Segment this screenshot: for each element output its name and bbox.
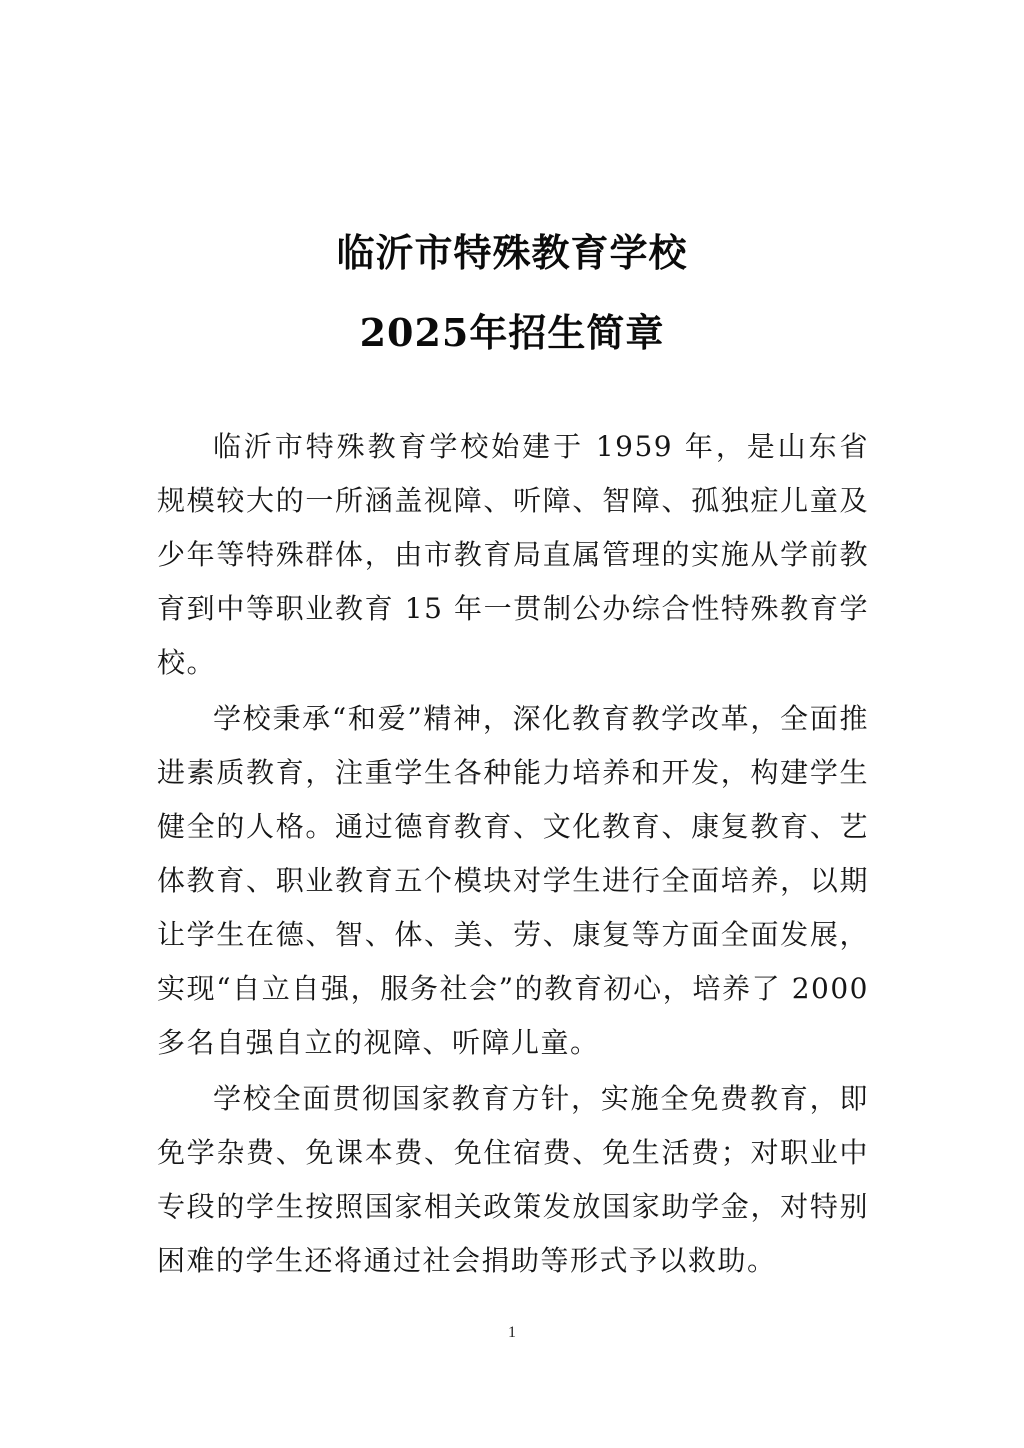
document-body [157, 420, 869, 1290]
page-number: 1 [508, 1324, 516, 1341]
paragraph-intro: 临沂市特殊教育学校始建于 1959 年，是山东省规模较大的一所涵盖视障、听障、智障、孤独症儿童及少年等特殊群体，由市教育局直属管理的实施从学前教育到中等职业教育 15 年一贯制公办综合性特殊教育学校。 [157, 430, 869, 679]
document-subtitle: 2025年招生简章 [359, 310, 665, 355]
paragraph-philosophy: 学校秉承“和爱”精神，深化教育教学改革，全面推进素质教育，注重学生各种能力培养和开发，构建学生健全的人格。通过德育教育、文化教育、康复教育、艺体教育、职业教育五个模块对学生进行全面培养，以期让学生在德、智、体、美、劳、康复等方面全面发展，实现“自立自强，服务社会”的教育初心，培养了 2000 多名自强自立的视障、听障儿童。 [157, 702, 869, 1059]
document-title: 临沂市特殊教育学校 [336, 230, 688, 275]
paragraph-free-education: 学校全面贯彻国家教育方针，实施全免费教育，即免学杂费、免课本费、免住宿费、免生活费；对职业中专段的学生按照国家相关政策发放国家助学金，对特别困难的学生还将通过社会捐助等形式予以救助。 [157, 1082, 869, 1277]
